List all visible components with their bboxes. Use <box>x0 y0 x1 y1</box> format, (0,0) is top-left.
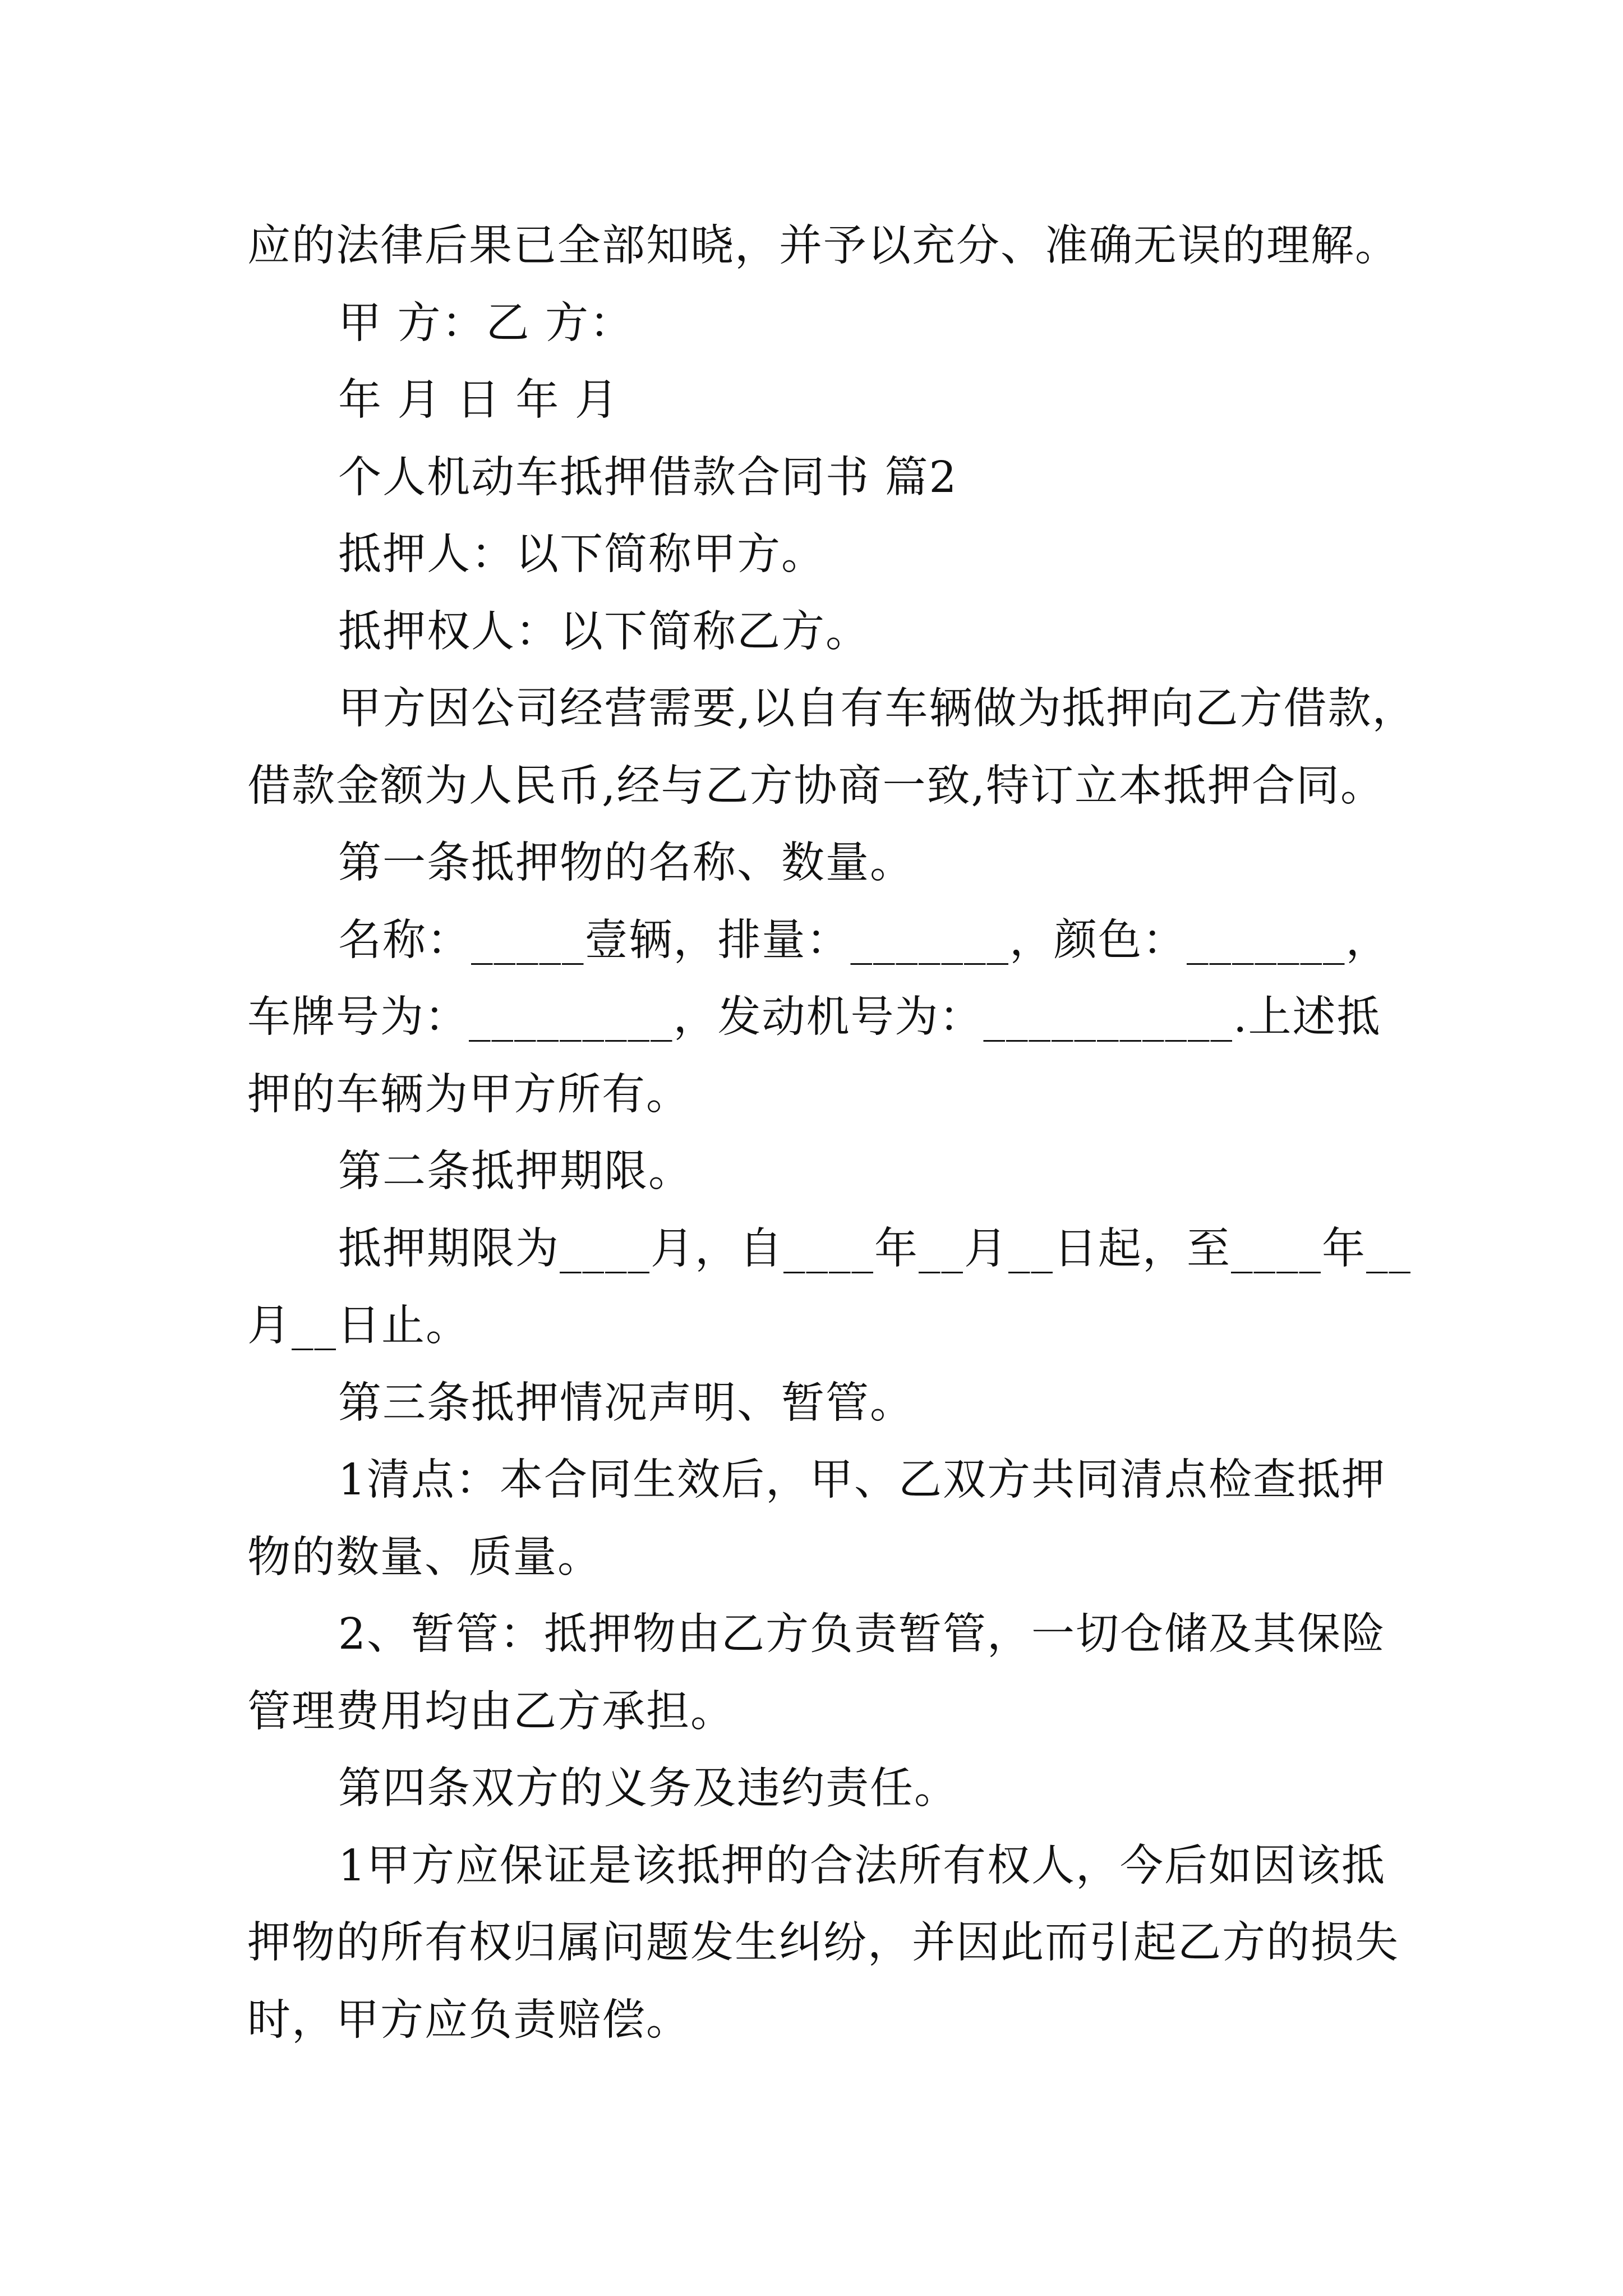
text-line: 押的车辆为甲方所有。 <box>247 1069 690 1120</box>
text-line: 抵押人：以下简称甲方。 <box>338 530 826 579</box>
text-line: 时，甲方应负责赔偿。 <box>247 1995 690 2045</box>
text-line: 应的法律后果已全部知晓，并予以充分、准确无误的理解。 <box>247 221 1399 271</box>
text-line: 管理费用均由乙方承担。 <box>247 1686 735 1737</box>
text-line: 月__日止。 <box>247 1301 470 1351</box>
text-line: 1清点：本合同生效后，甲、乙双方共同清点检查抵押 <box>338 1455 1386 1505</box>
clause-heading: 第三条抵押情况声明、暂管。 <box>338 1378 914 1428</box>
text-line: 名称：_____壹辆，排量：_______，颜色：_______， <box>338 915 1390 965</box>
signature-parties-line: 甲 方：乙 方： <box>338 298 634 348</box>
text-line: 借款金额为人民币,经与乙方协商一致,特订立本抵押合同。 <box>247 761 1385 811</box>
section-heading: 个人机动车抵押借款合同书 篇2 <box>338 452 958 503</box>
text-line: 甲方因公司经营需要,以自有车辆做为抵押向乙方借款， <box>338 684 1417 734</box>
clause-heading: 第四条双方的义务及违约责任。 <box>338 1764 958 1814</box>
text-line: 抵押权人：以下简称乙方。 <box>338 606 870 657</box>
signature-date-line: 年 月 日 年 月 <box>338 375 619 425</box>
document-body <box>247 208 1417 2059</box>
clause-heading: 第一条抵押物的名称、数量。 <box>338 838 914 888</box>
text-line: 车牌号为：_________，发动机号为：___________.上述抵 <box>247 992 1381 1042</box>
text-line: 抵押期限为____月，自____年__月__日起，至____年__ <box>338 1223 1412 1274</box>
text-line: 押物的所有权归属问题发生纠纷，并因此而引起乙方的损失 <box>247 1918 1399 1968</box>
text-line: 2、暂管：抵押物由乙方负责暂管，一切仓储及其保险 <box>338 1609 1386 1659</box>
text-line: 1甲方应保证是该抵押的合法所有权人，今后如因该抵 <box>338 1841 1386 1891</box>
text-line: 物的数量、质量。 <box>247 1532 602 1582</box>
clause-heading: 第二条抵押期限。 <box>338 1147 693 1197</box>
